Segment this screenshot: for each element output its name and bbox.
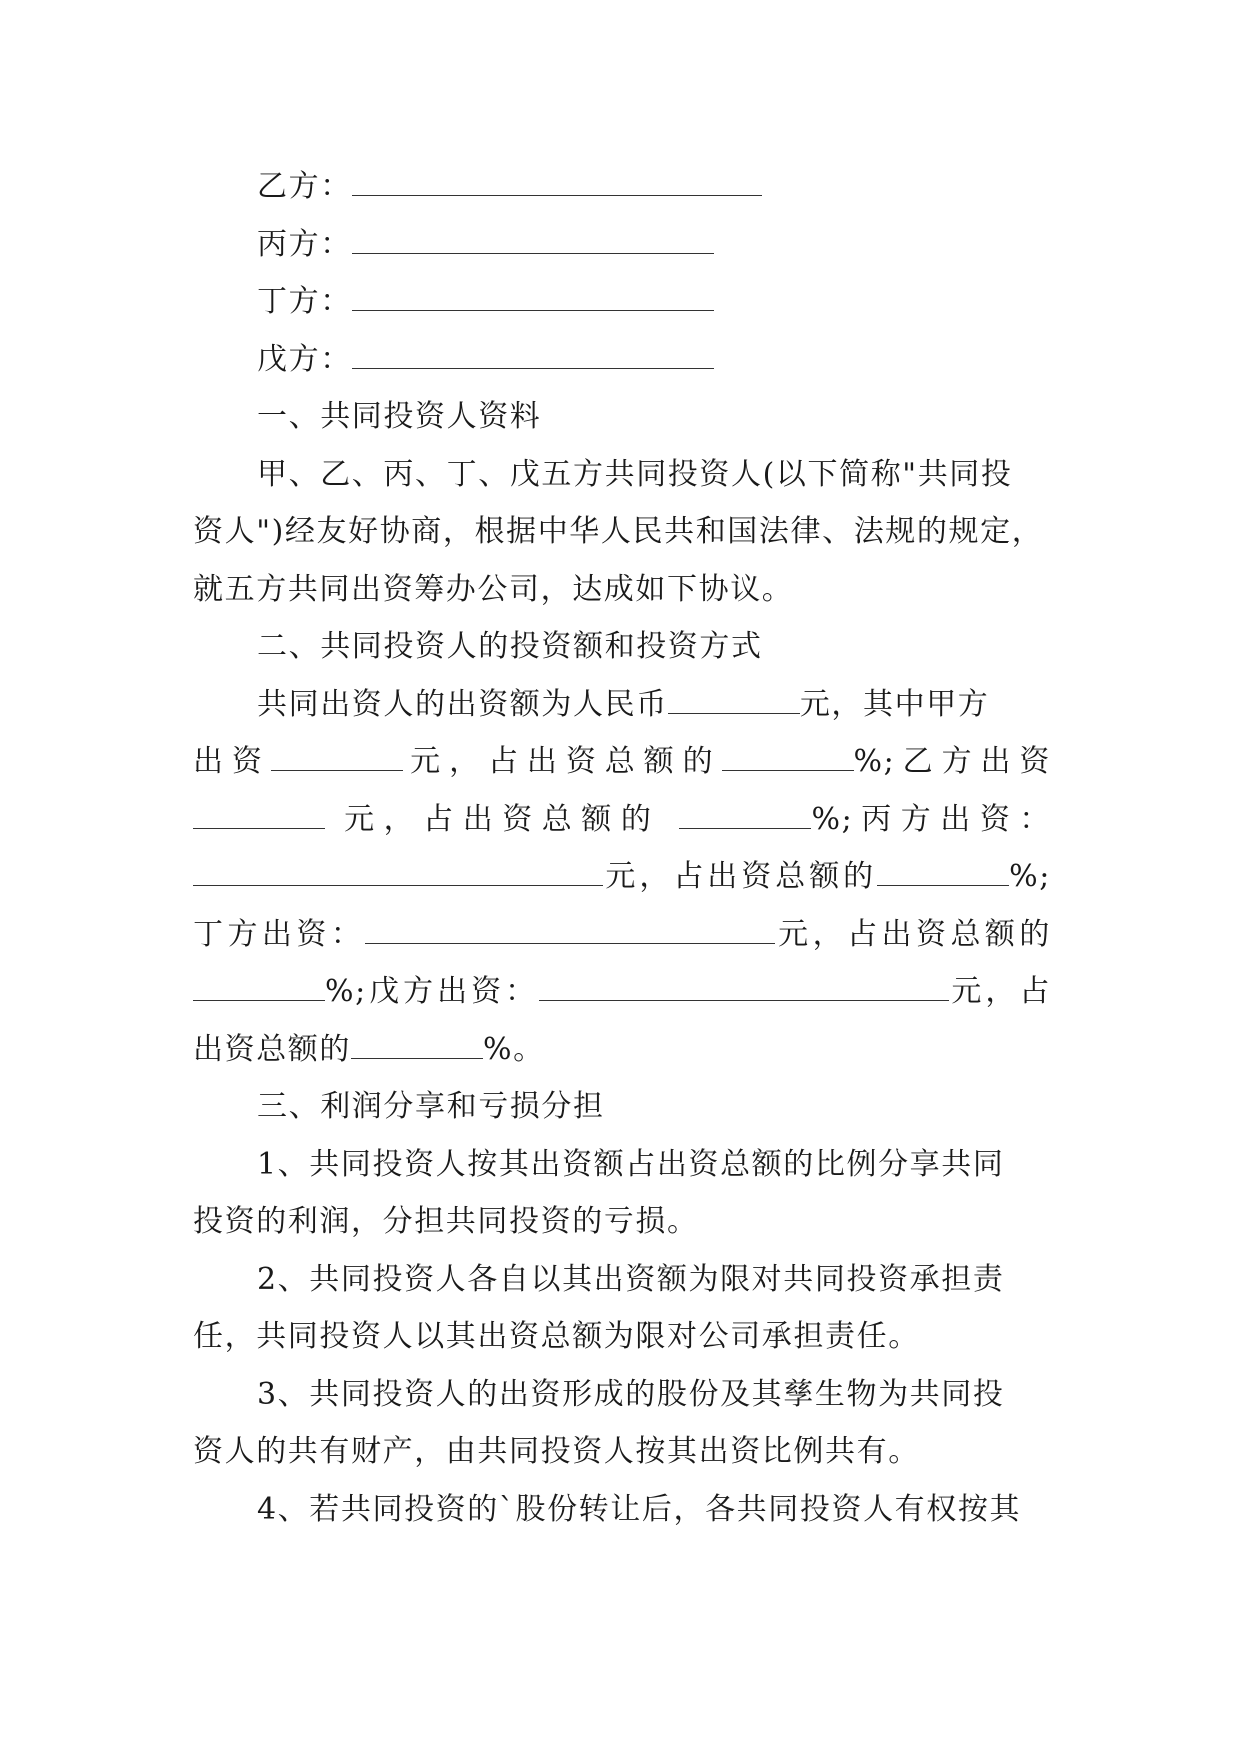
party-label: 丁方： <box>257 284 352 319</box>
clause-line: 2、共同投资人各自以其出资额为限对共同投资承担责 <box>257 1261 1005 1297</box>
text-run: 出资 <box>193 744 271 779</box>
investment-line <box>193 963 1051 1021</box>
investment-line <box>193 791 1051 849</box>
blank-line <box>271 744 403 771</box>
text-run: 丁方出资： <box>193 916 366 952</box>
investment-line <box>193 1021 1051 1079</box>
clause-line: 3、共同投资人的出资形成的股份及其孳生物为共同投 <box>257 1376 1005 1412</box>
blank-line <box>365 917 775 944</box>
text-run: 元，占出资总额的 <box>344 801 661 837</box>
text-run: 元，占 <box>949 974 1051 1009</box>
agreement-body <box>193 158 1051 1538</box>
paragraph-line: 资人")经友好协商，根据中华人民共和国法律、法规的规定， <box>193 514 1044 549</box>
paragraph-line: 甲、乙、丙、丁、戊五方共同投资人(以下简称"共同投 <box>257 456 1013 492</box>
investment-line <box>193 848 1051 906</box>
party-label: 丙方： <box>257 226 352 262</box>
blank-line <box>679 802 811 829</box>
clause-line: 4、若共同投资的`股份转让后，各共同投资人有权按其 <box>257 1491 1022 1527</box>
section-heading: 一、共同投资人资料 <box>257 399 542 434</box>
clause-line: 1、共同投资人按其出资额占出资总额的比例分享共同 <box>257 1146 1005 1182</box>
text-run: 元，占出资总额的 <box>603 859 878 894</box>
text-run: 元，占出资总额的 <box>775 916 1051 952</box>
blank-line <box>352 169 762 196</box>
blank-line <box>351 1032 483 1059</box>
paragraph-line: 就五方共同出资筹办公司，达成如下协议。 <box>193 571 794 607</box>
text-run: %。 <box>483 1031 545 1067</box>
clause-line: 投资的利润，分担共同投资的亏损。 <box>193 1204 699 1239</box>
party-line-c <box>193 216 1051 274</box>
blank-line <box>352 227 714 254</box>
blank-line <box>352 284 714 311</box>
section-heading: 三、利润分享和亏损分担 <box>257 1089 605 1124</box>
blank-line <box>193 802 325 829</box>
investment-line <box>193 733 1051 791</box>
party-label: 乙方： <box>257 169 352 204</box>
text-run: %;乙方出资 <box>853 744 1051 779</box>
blank-line <box>193 974 325 1001</box>
text-run: 出资总额的 <box>193 1031 351 1067</box>
party-line-d <box>193 273 1051 331</box>
blank-line <box>668 687 800 714</box>
text-run: %;丙方出资： <box>811 801 1051 837</box>
investment-line <box>193 906 1051 964</box>
clause-line: 任，共同投资人以其出资总额为限对公司承担责任。 <box>193 1319 920 1354</box>
party-label: 戊方： <box>257 341 352 377</box>
text-run: 元，占出资总额的 <box>402 744 722 779</box>
text-run: %;戊方出资： <box>325 974 540 1009</box>
text-run: %; <box>1009 859 1051 894</box>
text-run: 元，其中甲方 <box>799 686 990 722</box>
clause-line: 资人的共有财产，由共同投资人按其出资比例共有。 <box>193 1434 920 1469</box>
blank-line <box>352 342 714 369</box>
party-line-b <box>193 158 1051 216</box>
blank-line <box>722 744 854 771</box>
party-line-e <box>193 331 1051 389</box>
blank-line <box>539 974 949 1001</box>
investment-line <box>193 676 1051 734</box>
section-heading: 二、共同投资人的投资额和投资方式 <box>257 629 763 664</box>
text-run: 共同出资人的出资额为人民币 <box>257 686 668 722</box>
blank-line <box>877 859 1009 886</box>
blank-line <box>193 859 603 886</box>
